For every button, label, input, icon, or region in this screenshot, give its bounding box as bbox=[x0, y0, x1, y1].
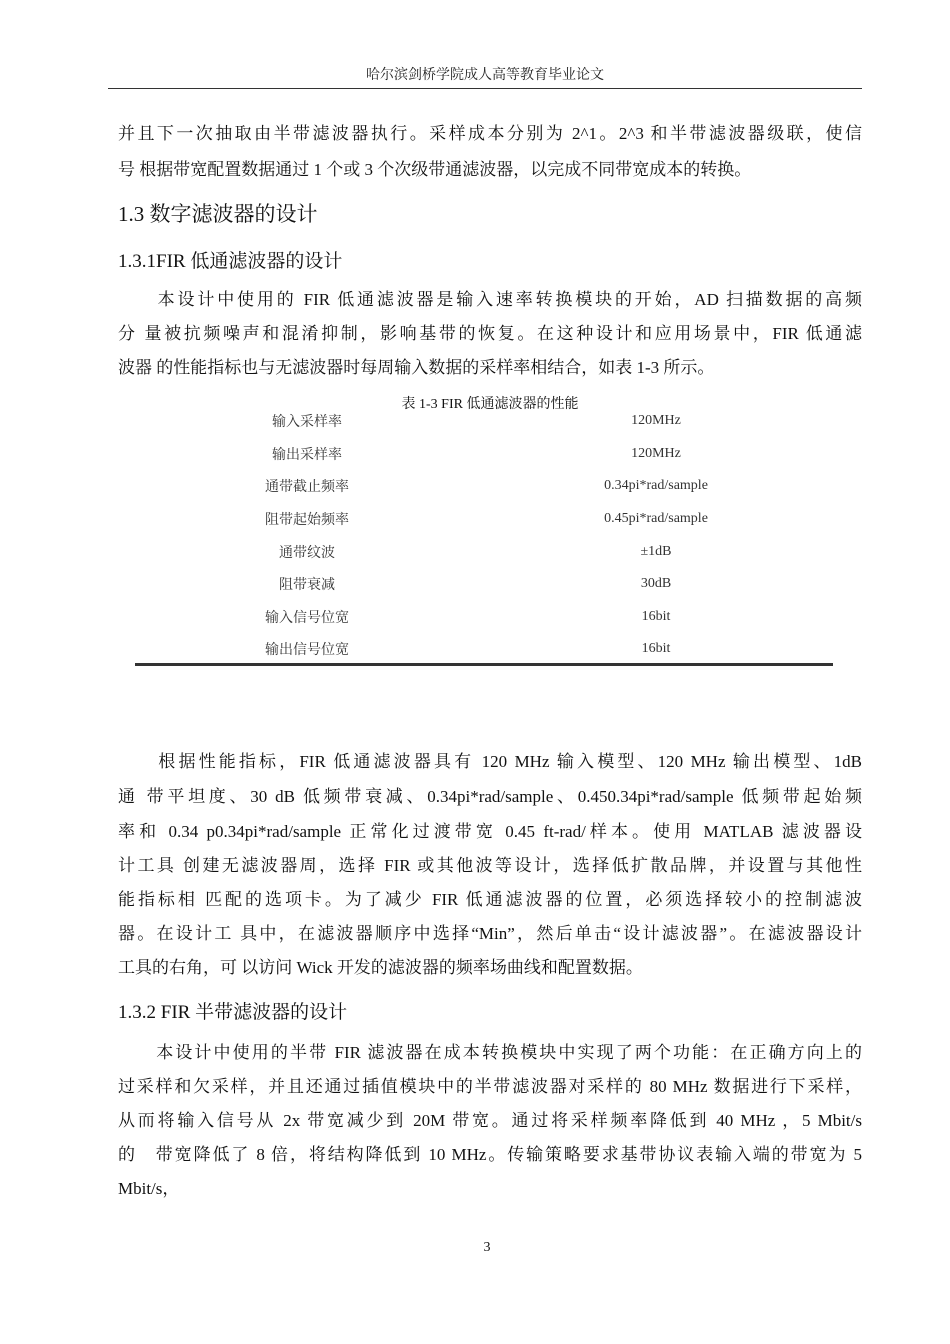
table-row bbox=[135, 568, 833, 601]
table-row bbox=[135, 503, 833, 536]
paragraph-line: Mbit/s， bbox=[118, 1179, 180, 1198]
paragraph-line: 工具的右角，可 以访问 Wick 开发的滤波器的频率场曲线和配置数据。 bbox=[118, 958, 643, 977]
param-cell: 通带截止频率 bbox=[265, 480, 349, 496]
paragraph-line: 过采样和欠采样，并且还通过插值模块中的半带滤波器对采样的 80 MHz 数据进行下采样， bbox=[118, 1077, 862, 1096]
param-cell: 输出信号位宽 bbox=[265, 643, 349, 659]
value-cell: 16bit bbox=[641, 641, 671, 657]
performance-table bbox=[135, 405, 833, 666]
paragraph-line: 本设计中使用的 FIR 低通滤波器是输入速率转换模块的开始，AD 扫描数据的高频 bbox=[118, 290, 862, 309]
paragraph-line: 从而将输入信号从 2x 带宽减少到 20M 带宽。通过将采样频率降低到 40 MHz ，5 Mbit/s bbox=[118, 1111, 862, 1130]
section-heading-1-3-2: 1.3.2 FIR 半带滤波器的设计 bbox=[118, 1002, 348, 1023]
intro-line: 号 根据带宽配置数据通过 1 个或 3 个次级带通滤波器，以完成不同带宽成本的转换。 bbox=[118, 160, 752, 179]
value-cell: 0.45pi*rad/sample bbox=[604, 511, 708, 527]
paragraph-line: 器。在设计工 具中，在滤波器顺序中选择“Min”，然后单击“设计滤波器”。在滤波器设计 bbox=[118, 924, 862, 943]
section-heading-1-3-1: 1.3.1FIR 低通滤波器的设计 bbox=[118, 251, 343, 272]
paragraph-line: 波器 的性能指标也与无滤波器时每周输入数据的采样率相结合，如表 1-3 所示。 bbox=[118, 358, 715, 377]
value-cell: 120MHz bbox=[631, 445, 681, 461]
table-row bbox=[135, 633, 833, 666]
paragraph-line: 分 量被抗频噪声和混淆抑制，影响基带的恢复。在这种设计和应用场景中，FIR 低通滤 bbox=[118, 324, 862, 343]
paragraph-line: 计工具 创建无滤波器周，选择 FIR 或其他波等设计，选择低扩散品牌，并设置与其他性 bbox=[118, 856, 862, 875]
paragraph-line: 根据性能指标，FIR 低通滤波器具有 120 MHz 输入模型、120 MHz 输出模型、1dB bbox=[118, 752, 862, 771]
table-row bbox=[135, 405, 833, 438]
param-cell: 阻带起始频率 bbox=[265, 513, 349, 529]
table-row bbox=[135, 470, 833, 503]
value-cell: ±1dB bbox=[640, 543, 672, 559]
param-cell: 通带纹波 bbox=[279, 545, 335, 561]
header-divider bbox=[108, 88, 862, 89]
paragraph-line: 能指标相 匹配的选项卡。为了减少 FIR 低通滤波器的位置，必须选择较小的控制滤波 bbox=[118, 890, 862, 909]
value-cell: 30dB bbox=[640, 576, 672, 592]
table-row bbox=[135, 438, 833, 471]
paragraph-line: 的 带宽降低了 8 倍，将结构降低到 10 MHz。传输策略要求基带协议表输入端的带宽为 5 bbox=[118, 1145, 862, 1164]
param-cell: 输入信号位宽 bbox=[265, 610, 349, 626]
page-number: 3 bbox=[483, 1240, 491, 1255]
paragraph-line: 通 带平坦度、30 dB 低频带衰减、0.34pi*rad/sample、0.450.34pi*rad/sample 低频带起始频 bbox=[118, 787, 862, 806]
param-cell: 输入采样率 bbox=[272, 415, 342, 431]
table-bottom-rule bbox=[135, 663, 833, 666]
paragraph-line: 本设计中使用的半带 FIR 滤波器在成本转换模块中实现了两个功能：在正确方向上的 bbox=[118, 1043, 862, 1062]
table-row bbox=[135, 601, 833, 634]
param-cell: 输出采样率 bbox=[272, 447, 342, 463]
param-cell: 阻带衰减 bbox=[279, 578, 335, 594]
table-row bbox=[135, 535, 833, 568]
value-cell: 16bit bbox=[641, 608, 671, 624]
section-heading-1-3: 1.3 数字滤波器的设计 bbox=[118, 202, 318, 226]
running-header: 哈尔滨剑桥学院成人高等教育毕业论文 bbox=[366, 68, 604, 83]
table-caption: 表 1-3 FIR 低通滤波器的性能 bbox=[401, 397, 579, 412]
value-cell: 120MHz bbox=[631, 413, 681, 429]
paragraph-line: 率和 0.34 p0.34pi*rad/sample 正常化过渡带宽 0.45 ft-rad/样本。使用 MATLAB 滤波器设 bbox=[118, 822, 862, 841]
intro-line: 并且下一次抽取由半带滤波器执行。采样成本分别为 2^1。2^3 和半带滤波器级联，使信 bbox=[118, 124, 862, 143]
value-cell: 0.34pi*rad/sample bbox=[604, 478, 708, 494]
